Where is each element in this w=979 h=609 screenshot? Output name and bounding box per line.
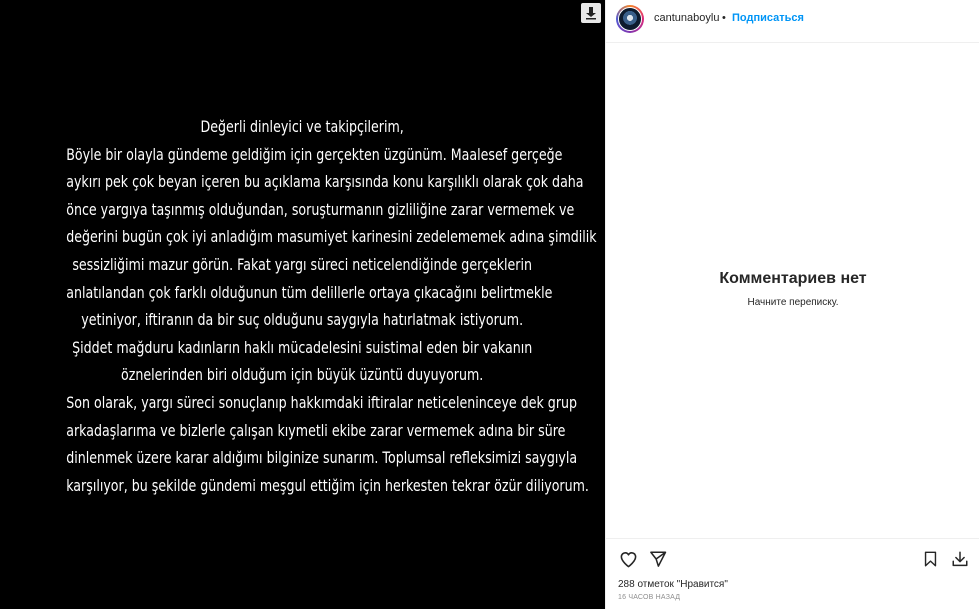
post-text-line: değerini bugün çok iyi anladığım masumiyet karinesini zedelememek adına şimdilik (66, 227, 597, 247)
post-text-line: Son olarak, yargı süreci sonuçlanıp hakkımdaki iftiralar neticeleninceye dek grup (66, 392, 578, 412)
post-text (66, 113, 597, 499)
post-text-line: sessizliğimi mazur görün. Fakat yargı süreci neticelendiğinde gerçeklerin (72, 254, 533, 274)
share-button[interactable] (648, 549, 668, 569)
download-icon (951, 550, 969, 568)
post-text-line: karşılıyor, bu şekilde gündemi meşgul ettiğim için herkesten tekrar özür diliyorum. (66, 475, 589, 495)
post-text-line: anlatılandan çok farklı olduğunun tüm delillerle ortaya çıkacağını belirtmekle (66, 282, 553, 302)
post-text-line: aykırı pek çok beyan içeren bu açıklama karşısında konu karşılıklı olarak çok daha (66, 172, 584, 192)
heart-icon (619, 550, 638, 569)
post-side-panel (605, 0, 979, 609)
post-text-line: Şiddet mağduru kadınların haklı mücadelesini suistimal eden bir vakanın (72, 337, 533, 357)
likes-count[interactable]: 288 отметок "Нравится" (618, 579, 728, 590)
action-bar (606, 538, 979, 578)
bookmark-icon (922, 550, 939, 568)
save-button[interactable] (920, 549, 940, 569)
post-text-line: dinlenmek üzere karar aldığımı bilginize sunarım. Toplumsal refleksimizi saygıyla (66, 448, 578, 468)
post-timestamp: 16 ЧАСОВ НАЗАД (618, 594, 681, 601)
post-text-line: Değerli dinleyici ve takipçilerim, (200, 117, 404, 136)
like-button[interactable] (618, 549, 638, 569)
post-text-line: arkadaşlarıma ve bizlerle çalışan kıymetli ekibe zarar vermemek adına bir süre (66, 420, 566, 440)
post-text-line: öznelerinden biri olduğum için büyük üzüntü duyuyorum. (121, 365, 484, 385)
separator-dot: • (722, 12, 726, 24)
media-download-button[interactable] (581, 3, 601, 23)
no-comments-subtitle: Начните переписку. (747, 297, 839, 308)
post-text-line: Böyle bir olayla gündeme geldiğim için gerçekten üzgünüm. Maalesef gerçeğe (66, 144, 563, 164)
follow-button[interactable]: Подписаться (732, 12, 804, 24)
avatar-image (618, 7, 642, 31)
send-icon (649, 550, 667, 568)
download-button[interactable] (950, 549, 970, 569)
username-link[interactable]: cantunaboylu (654, 12, 720, 24)
post-text-line: önce yargıya taşınmış olduğundan, soruşturmanın gizliliğine zarar vermemek ve (66, 199, 575, 219)
avatar[interactable] (616, 5, 644, 33)
download-icon (584, 6, 598, 20)
post-header (606, 0, 979, 43)
no-comments-title: Комментариев нет (719, 270, 867, 287)
post-text-line: yetiniyor, iftiranın da bir suç olduğunu saygıyla hatırlatmak istiyorum. (81, 310, 524, 330)
